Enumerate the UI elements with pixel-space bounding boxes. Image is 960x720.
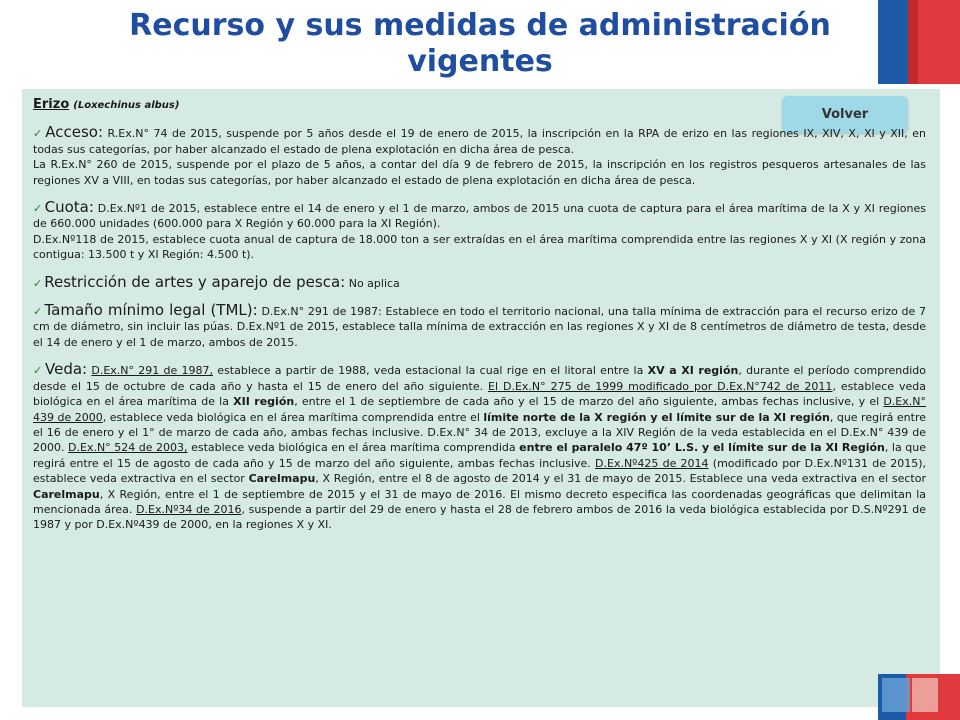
veda-bold: XII región bbox=[233, 395, 295, 409]
flag-logo-bottom bbox=[878, 674, 960, 720]
checkmark-icon: ✓ bbox=[33, 127, 44, 141]
veda-bold: XV a XI región bbox=[647, 364, 739, 378]
cuota-section bbox=[33, 200, 926, 232]
acceso-text-1: R.Ex.N° 74 de 2015, suspende por 5 años desde el 19 de enero de 2015, la inscripción en la RPA de erizo en las regiones IX, XIV, X, XI y XII, en todas sus categorías, por haber alcanzado el estado de plena explotación en dicha área de pesca. bbox=[33, 127, 927, 156]
veda-text: , la que regirá entre el 15 de agosto de cada año y 15 de marzo del año siguiente, ambas fechas inclusive. bbox=[33, 441, 926, 470]
veda-decree-link[interactable]: D.Ex.Nº34 de 2016 bbox=[136, 502, 242, 516]
resource-name: Erizo bbox=[33, 97, 70, 112]
veda-decree-link[interactable]: D.Ex.N° 524 de 2003, bbox=[68, 441, 188, 455]
veda-bold: entre el paralelo 47º 10’ L.S. y el límite sur de la XI Región bbox=[519, 441, 885, 455]
tml-section bbox=[33, 303, 926, 350]
tml-label: Tamaño mínimo legal (TML): bbox=[44, 301, 258, 320]
resource-scientific-name: (Loxechinus albus) bbox=[73, 100, 180, 111]
acceso-text-2: La R.Ex.N° 260 de 2015, suspende por el plazo de 5 años, a contar del día 9 de febrero de 2015, la inscripción en los registros pesqueros artesanales de las regiones XV a VIII, en todas sus categorías, por haber alcanzado el estado de plena explotación en dicha área de pesca. bbox=[33, 158, 926, 187]
flag-overlay bbox=[882, 678, 910, 712]
veda-decree-link[interactable]: El D.Ex.N° 275 de 1999 modificado por D.Ex.N°742 de 2011 bbox=[488, 379, 833, 393]
flag-red-shade bbox=[908, 0, 918, 84]
checkmark-icon: ✓ bbox=[33, 305, 43, 319]
cuota-text-1: D.Ex.Nº1 de 2015, establece entre el 14 de enero y el 1 de marzo, ambos de 2015 una cuota de captura para el área marítima de la X y XI regiones de 660.000 unidades (600.000 para X Región y 60.000 para la XI Región). bbox=[33, 202, 926, 231]
veda-label: Veda: bbox=[45, 360, 88, 379]
veda-text: , entre el 1 de septiembre de cada año y el 15 de marzo del año siguiente, ambas fechas inclusive, y el bbox=[294, 395, 884, 409]
volver-button[interactable]: Volver bbox=[782, 96, 908, 133]
veda-bold: límite norte de la X región y el límite sur de la XI región bbox=[483, 410, 830, 424]
acceso-label: Acceso: bbox=[45, 123, 104, 142]
veda-text: , que regirá entre el 16 de enero y el 1° de marzo de cada año, ambas fechas inclusive. D.Ex.N° 34 de 2013, excluye a la XIV Región de la veda establecida en el D.Ex.N° 439 de 2000. bbox=[33, 410, 927, 455]
resource-content bbox=[33, 97, 926, 533]
cuota-text-2: D.Ex.Nº118 de 2015, establece cuota anual de captura de 18.000 ton a ser extraídas en el área marítima comprendida entre las regiones X y XI (X región y zona contigua: 13.500 t y XI Región: 4.500 t). bbox=[33, 232, 926, 262]
veda-decree-link[interactable]: D.Ex.N° 291 de 1987, bbox=[91, 364, 214, 378]
veda-text: , X Región, entre el 1 de septiembre de 2015 y el 31 de mayo de 2016. El mismo decreto especifica las coordenadas geográficas que delimitan la mencionada área. bbox=[33, 487, 926, 516]
flag-overlay bbox=[912, 678, 938, 712]
tml-text: D.Ex.N° 291 de 1987: Establece en todo el territorio nacional, una talla mínima de extracción para el recurso erizo de 7 cm de diámetro, sin incluir las púas. D.Ex.Nº1 de 2015, establece talla mínima de extracción en las regiones X y XI de 8 centímetros de diámetro de testa, desde el 14 de enero y el 1 de marzo, ambos de 2015. bbox=[33, 305, 927, 349]
veda-text: establece a partir de 1988, veda estacional la cual rige en el litoral entre la bbox=[213, 364, 648, 378]
veda-decree-link[interactable]: D.Ex.N° 439 de 2000 bbox=[33, 395, 926, 424]
veda-text: , establece veda biológica en el área marítima de la bbox=[33, 379, 926, 409]
restriccion-section bbox=[33, 272, 926, 291]
veda-decree-link[interactable]: D.Ex.Nº425 de 2014 bbox=[595, 456, 709, 470]
veda-section bbox=[33, 362, 926, 532]
acceso-section bbox=[33, 125, 926, 157]
veda-text: , establece veda biológica en el área marítima comprendida entre el bbox=[102, 410, 484, 424]
restriccion-label: Restricción de artes y aparejo de pesca: bbox=[44, 272, 346, 291]
page-title: Recurso y sus medidas de administración vigentes bbox=[129, 8, 831, 79]
veda-text: , suspende a partir del 29 de enero y hasta el 28 de febrero ambos de 2016 la veda biológica establecida por D.S.Nº291 de 1987 y por D.Ex.Nº439 de 2000, en la regiones X y XI. bbox=[33, 502, 926, 532]
flag-red-stripe bbox=[936, 674, 960, 720]
resource-heading bbox=[33, 97, 926, 113]
veda-text: establece veda biológica en el área marítima comprendida bbox=[187, 441, 520, 455]
veda-bold: Carelmapu bbox=[33, 487, 100, 501]
veda-text: , durante el período comprendido desde el 15 de octubre de cada año y hasta el 15 de enero del año siguiente. bbox=[33, 364, 926, 393]
restriccion-text: No aplica bbox=[348, 276, 400, 290]
cuota-label: Cuota: bbox=[44, 198, 94, 217]
veda-text: (modificado por D.Ex.Nº131 de 2015), establece veda extractiva en el sector bbox=[33, 456, 926, 486]
checkmark-icon: ✓ bbox=[33, 364, 43, 378]
checkmark-icon: ✓ bbox=[33, 276, 43, 290]
checkmark-icon: ✓ bbox=[33, 202, 43, 216]
veda-bold: Carelmapu bbox=[248, 472, 316, 486]
veda-text: , X Región, entre el 8 de agosto de 2014 y el 31 de mayo de 2015. Establece una veda extractiva en el sector bbox=[315, 472, 927, 486]
